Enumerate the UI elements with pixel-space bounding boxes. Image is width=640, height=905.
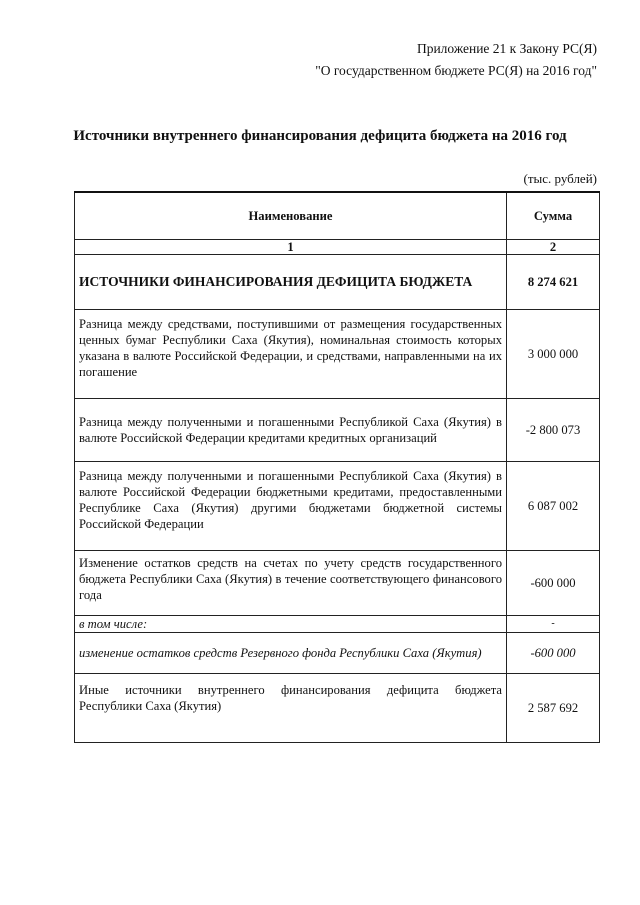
table-header-row <box>75 192 600 240</box>
row-sum: - <box>507 616 600 633</box>
row-name: Разница между полученными и погашенными Республикой Саха (Якутия) в валюте Российской Федерации бюджетными кредитами, предоставленными Республике Саха (Якутия) другими бюджетами бюджетной системы Российской Федерации <box>75 462 507 551</box>
column-number-1: 1 <box>75 240 507 255</box>
table-row <box>75 399 600 462</box>
table-row-including <box>75 616 600 633</box>
row-sum: -2 800 073 <box>507 399 600 462</box>
row-sum: -600 000 <box>507 551 600 616</box>
units-label: (тыс. рублей) <box>523 171 597 186</box>
row-name: изменение остатков средств Резервного фонда Республики Саха (Якутия) <box>75 633 507 674</box>
header-name: Наименование <box>75 192 507 240</box>
row-name: ИСТОЧНИКИ ФИНАНСИРОВАНИЯ ДЕФИЦИТА БЮДЖЕТА <box>75 255 507 310</box>
table-row-total <box>75 255 600 310</box>
table-row <box>75 674 600 743</box>
row-name: Разница между средствами, поступившими от размещения государственных ценных бумаг Республики Саха (Якутия), номинальная стоимость которых указана в валюте Российской Федерации, и средствами, направленными на их погашение <box>75 310 507 399</box>
financing-table <box>74 191 600 743</box>
column-number-2: 2 <box>507 240 600 255</box>
row-name: Разница между полученными и погашенными Республикой Саха (Якутия) в валюте Российской Федерации кредитами кредитных организаций <box>75 399 507 462</box>
row-sum: 3 000 000 <box>507 310 600 399</box>
appendix-line-1: Приложение 21 к Закону РС(Я) <box>416 41 597 56</box>
table-row <box>75 462 600 551</box>
row-name: Изменение остатков средств на счетах по учету средств государственного бюджета Республики Саха (Якутия) в течение соответствующего финансового года <box>75 551 507 616</box>
column-number-row <box>75 240 600 255</box>
table-row <box>75 551 600 616</box>
table-row <box>75 310 600 399</box>
table-row-reserve-fund <box>75 633 600 674</box>
appendix-reference <box>315 38 597 82</box>
row-sum: 8 274 621 <box>507 255 600 310</box>
header-sum: Сумма <box>507 192 600 240</box>
appendix-line-2: "О государственном бюджете РС(Я) на 2016 год" <box>315 63 597 78</box>
row-sum: -600 000 <box>507 633 600 674</box>
row-sum: 2 587 692 <box>507 674 600 743</box>
row-name: в том числе: <box>75 616 507 633</box>
row-name: Иные источники внутреннего финансирования дефицита бюджета Республики Саха (Якутия) <box>75 674 507 743</box>
row-sum: 6 087 002 <box>507 462 600 551</box>
document-title: Источники внутреннего финансирования дефицита бюджета на 2016 год <box>73 128 567 144</box>
